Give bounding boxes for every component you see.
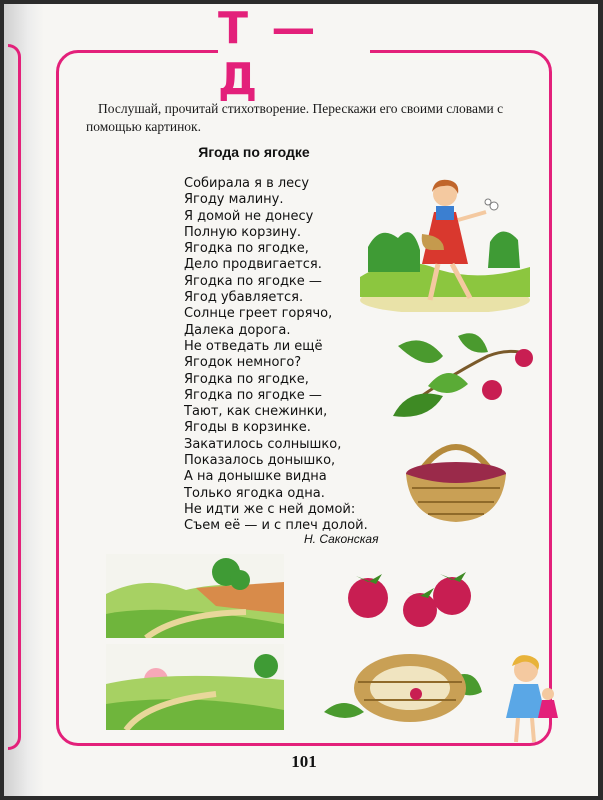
poem-line: Ягодка по ягодке — <box>184 387 322 403</box>
poem-line: Показалось донышко, <box>184 453 336 469</box>
poem-line: Ягодка по ягодке, <box>184 371 309 387</box>
instructions-text: Послушай, прочитай стихотворение. Перескажи его своими словами с помощью картинок. <box>86 101 504 134</box>
poem-line: А на донышке видна <box>184 469 327 485</box>
poem-line: Закатилось солнышко, <box>184 436 342 452</box>
poem-line: Съем её — и с плеч долой. <box>184 518 368 534</box>
poem-line: Ягоды в корзинке. <box>184 420 311 436</box>
page-title: Т — Д <box>218 3 320 105</box>
girl-walking-illustration <box>360 172 530 312</box>
poem-author: Н. Саконская <box>304 532 379 546</box>
book-page <box>4 4 598 796</box>
page-number: 101 <box>291 752 317 771</box>
poem-line: Ягодка по ягодке, <box>184 241 309 257</box>
poem-line: Полную корзину. <box>184 224 302 240</box>
poem-line: Не идти же с ней домой: <box>184 501 356 517</box>
raspberry-branch-illustration <box>388 326 538 426</box>
poem-line: Я домой не донесу <box>184 208 314 224</box>
poem-body <box>184 176 384 535</box>
raspberries-illustration <box>342 566 482 636</box>
poem-line: Далека дорога. <box>184 322 291 338</box>
empty-basket-illustration <box>324 642 484 734</box>
landscape-sunset-illustration <box>106 644 284 730</box>
poem-line: Солнце греет горячо, <box>184 306 333 322</box>
poem-line: Ягодок немного? <box>184 355 302 371</box>
poem-title: Ягода по ягодке <box>198 144 310 160</box>
basket-with-berries-illustration <box>400 436 512 528</box>
girl-with-doll-illustration <box>502 652 562 746</box>
poem-line: Собирала я в лесу <box>184 176 310 191</box>
poem-line: Не отведать ли ещё <box>184 338 323 354</box>
previous-page-border <box>8 44 21 750</box>
poem-line: Ягоду малину. <box>184 192 284 208</box>
title-box <box>218 3 370 105</box>
poem-line: Дело продвигается. <box>184 257 322 273</box>
poem-line: Тают, как снежинки, <box>184 404 328 420</box>
poem-line: Ягод убавляется. <box>184 290 304 306</box>
poem-line: Только ягодка одна. <box>184 485 325 501</box>
landscape-field-illustration <box>106 554 284 638</box>
poem-line: Ягодка по ягодке — <box>184 273 322 289</box>
